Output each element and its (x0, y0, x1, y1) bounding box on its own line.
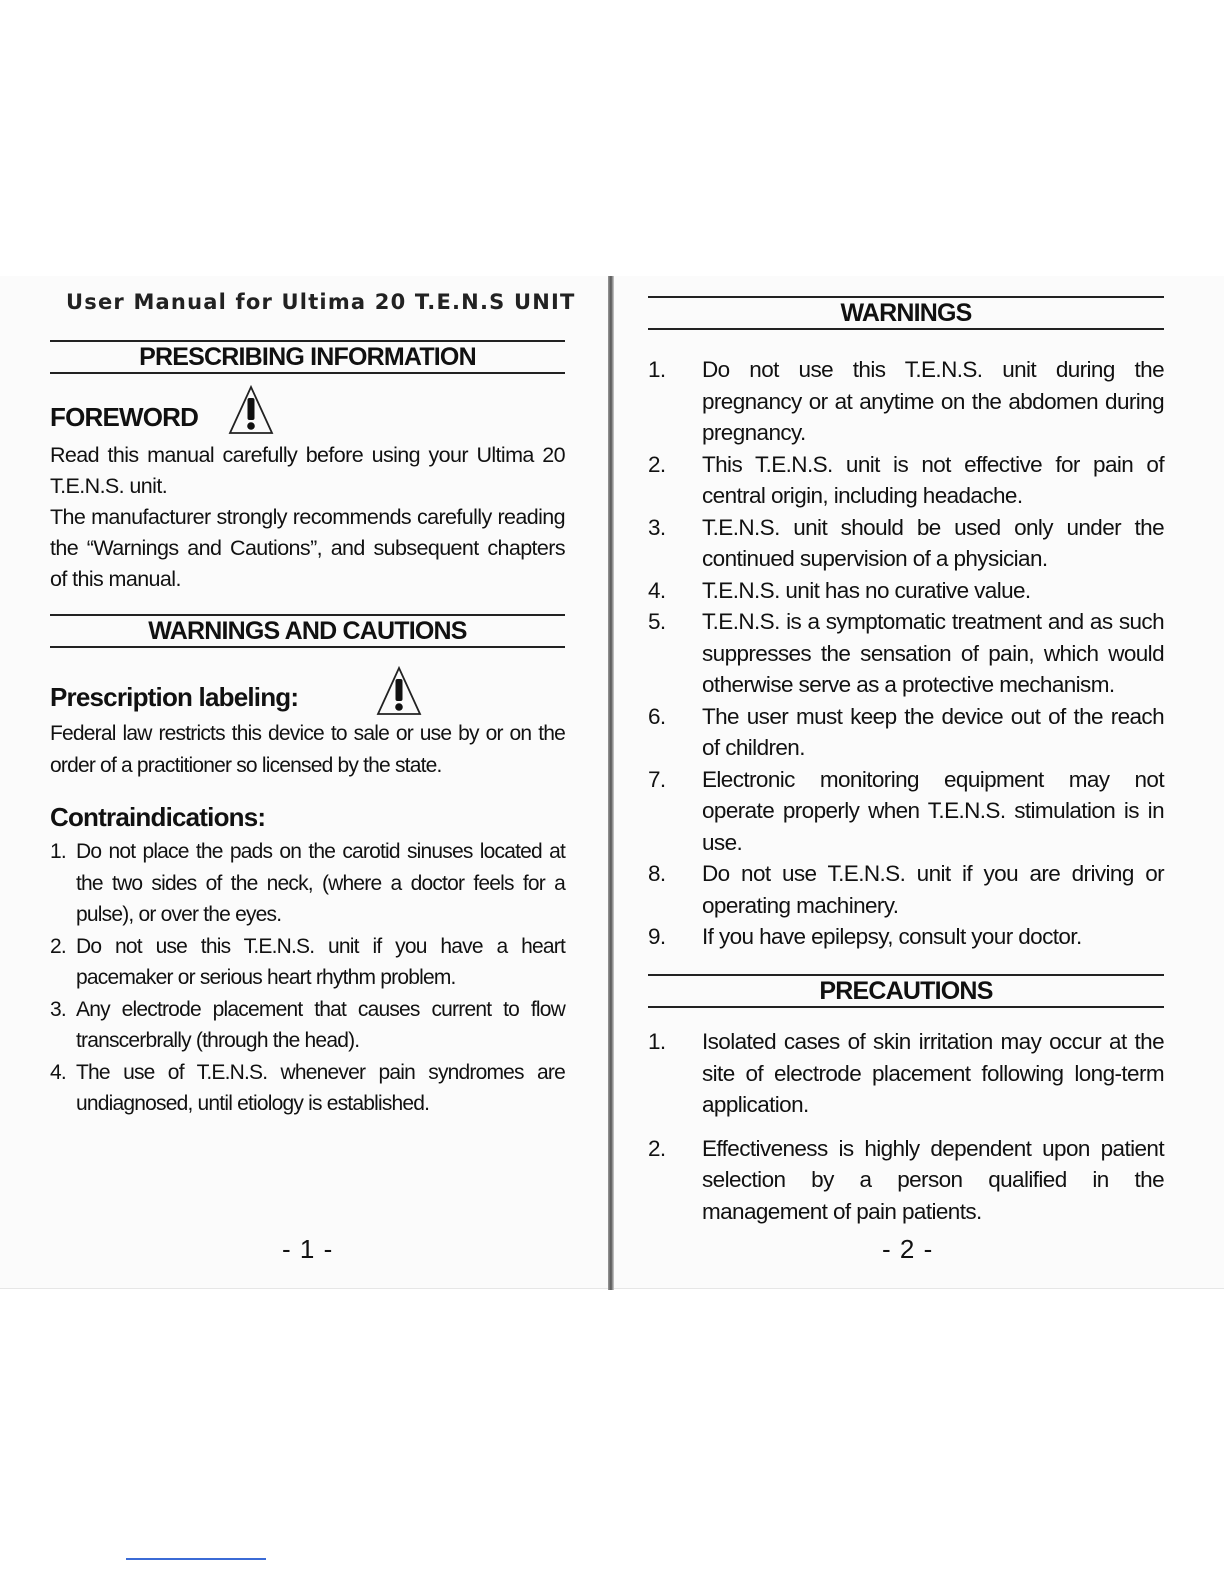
list-item-number: 7. (648, 766, 666, 792)
warnings-list (648, 354, 1164, 953)
precautions-title-text: PRECAUTIONS (819, 977, 993, 1005)
prescribing-information-title (50, 340, 565, 374)
list-item (648, 575, 1164, 607)
contraindications-list (50, 836, 565, 1120)
list-item-text: Isolated cases of skin irritation may occur at the site of electrode placement following long-term application. (702, 1029, 1164, 1117)
list-item (648, 354, 1164, 449)
precautions-list (648, 1026, 1164, 1227)
list-item (648, 701, 1164, 764)
warnings-and-cautions-title (50, 614, 565, 648)
list-item-text: Do not use T.E.N.S. unit if you are driving or operating machinery. (702, 861, 1164, 918)
list-item-text: If you have epilepsy, consult your doctor. (702, 924, 1082, 949)
list-item (50, 931, 565, 994)
list-item-number: 5. (648, 609, 666, 634)
list-item-number: 8. (648, 861, 666, 886)
list-item-text: T.E.N.S. unit should be used only under the continued supervision of a physician. (702, 514, 1164, 571)
list-item (50, 994, 565, 1057)
precautions-title (648, 974, 1164, 1008)
warnings-and-cautions-title-text: WARNINGS AND CAUTIONS (148, 617, 467, 645)
bottom-underline-mark (126, 1558, 266, 1560)
list-item (648, 1133, 1164, 1228)
list-item-number: 3. (50, 997, 66, 1021)
manual-title: User Manual for Ultima 20 T.E.N.S UNIT (66, 290, 576, 314)
foreword-heading: FOREWORD (50, 402, 199, 432)
warning-triangle-icon (376, 665, 422, 717)
list-item-number: 1. (648, 1029, 666, 1054)
list-item-number: 6. (648, 703, 666, 729)
foreword-paragraph-2: The manufacturer strongly recommends carefully reading the “Warnings and Cautions”, and subsequent chapters of this manual. (50, 505, 565, 591)
list-item-number: 9. (648, 924, 666, 949)
list-item-text: Electronic monitoring equipment may not operate properly when T.E.N.S. stimulation is in use. (702, 766, 1164, 855)
prescription-labeling-text: Federal law restricts this device to sale or use by or on the order of a practitioner so licensed by the state. (50, 722, 565, 777)
contraindications-heading: Contraindications: (50, 802, 266, 832)
page-number: - 1 - (282, 1234, 334, 1264)
page-gutter (608, 276, 614, 1290)
list-item-text: The use of T.E.N.S. whenever pain syndromes are undiagnosed, until etiology is established. (76, 1060, 565, 1115)
list-item (648, 858, 1164, 921)
list-item-number: 2. (648, 1135, 666, 1161)
list-item-number: 1. (50, 840, 66, 863)
list-item-text: Do not place the pads on the carotid sinuses located at the two sides of the neck, (where a doctor feels for a pulse), or over the eyes. (76, 840, 565, 926)
list-item-text: This T.E.N.S. unit is not effective for pain of central origin, including headache. (702, 451, 1164, 508)
list-item-number: 4. (648, 577, 666, 603)
list-item (648, 449, 1164, 512)
list-item (50, 836, 565, 931)
list-item (648, 921, 1164, 953)
list-item-number: 2. (50, 934, 66, 958)
list-item-text: The user must keep the device out of the reach of children. (702, 703, 1164, 760)
prescribing-information-title-text: PRESCRIBING INFORMATION (139, 343, 476, 371)
list-item-number: 4. (50, 1060, 66, 1084)
list-item (648, 764, 1164, 859)
list-item-number: 1. (648, 357, 666, 382)
warning-triangle-icon (228, 384, 274, 436)
list-item-text: Effectiveness is highly dependent upon patient selection by a person qualified in the management of pain patients. (702, 1135, 1164, 1224)
list-item-text: T.E.N.S. unit has no curative value. (702, 577, 1031, 603)
warnings-title (648, 296, 1164, 330)
list-item-number: 3. (648, 514, 666, 540)
list-item (648, 606, 1164, 701)
warnings-title-text: WARNINGS (840, 299, 972, 327)
list-item (648, 1026, 1164, 1121)
prescription-labeling-heading: Prescription labeling: (50, 682, 299, 712)
list-item-text: Do not use this T.E.N.S. unit if you have a heart pacemaker or serious heart rhythm problem. (76, 934, 565, 989)
list-item (50, 1057, 565, 1120)
foreword-paragraph-1: Read this manual carefully before using your Ultima 20 T.E.N.S. unit. (50, 443, 565, 498)
list-item-text: Do not use this T.E.N.S. unit during the pregnancy or at anytime on the abdomen during pregnancy. (702, 357, 1164, 445)
list-item-number: 2. (648, 451, 666, 477)
list-item-text: T.E.N.S. is a symptomatic treatment and as such suppresses the sensation of pain, which would otherwise serve as a protective mechanism. (702, 609, 1164, 697)
page-number: - 2 - (882, 1234, 934, 1264)
list-item-text: Any electrode placement that causes current to flow transcerbrally (through the head). (76, 997, 565, 1052)
list-item (648, 512, 1164, 575)
